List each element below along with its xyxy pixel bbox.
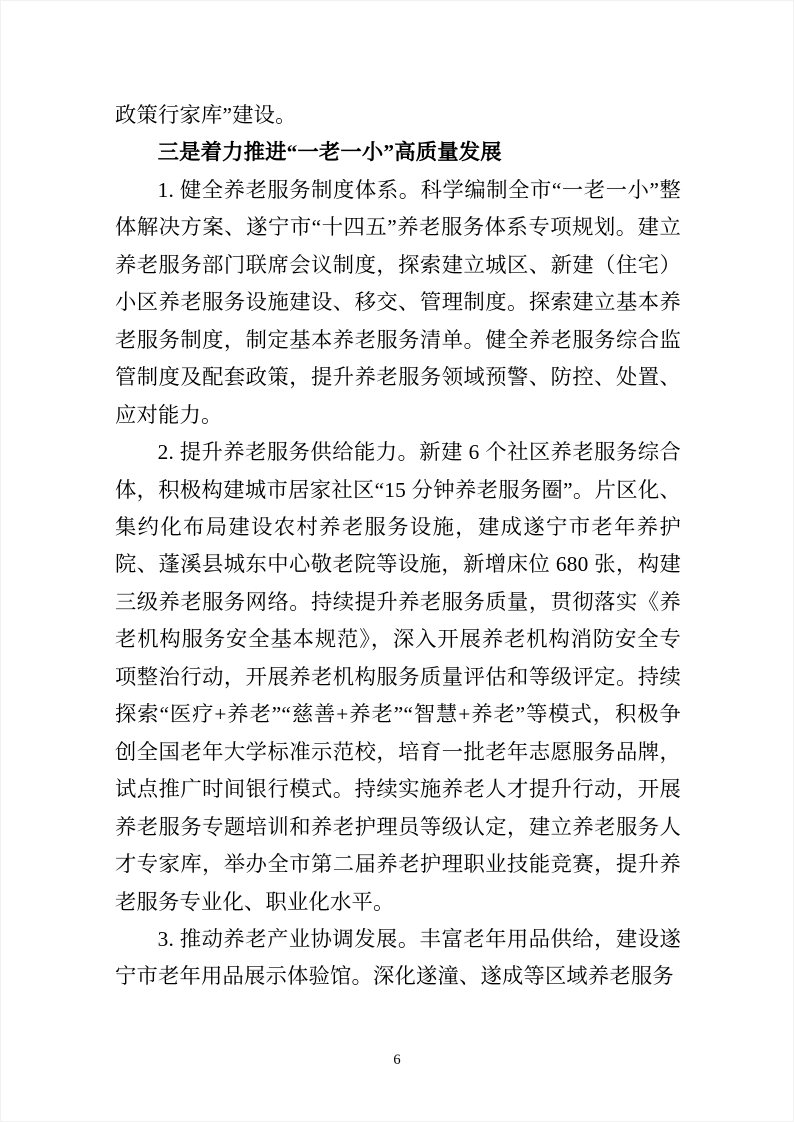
paragraph-item-2 bbox=[115, 434, 681, 921]
paragraph-continuation: 政策行家库”建设。 bbox=[115, 103, 297, 127]
paragraph-item-3 bbox=[115, 921, 681, 996]
item-1-lead: 1. 健全养老服务制度体系。 bbox=[157, 177, 421, 202]
section-heading: 三是着力推进“一老一小”高质量发展 bbox=[157, 140, 502, 165]
page-number: 6 bbox=[393, 1052, 401, 1068]
document-body bbox=[115, 97, 681, 996]
item-3-text: 丰富老年用品供给，建设遂宁市老年用品展示体验馆。深化遂潼、遂成等区域养老服务 bbox=[115, 926, 681, 989]
paragraph-item-1 bbox=[115, 172, 681, 434]
item-2-text: 新建 6 个社区养老服务综合体，积极构建城市居家社区“15 分钟养老服务圈”。片区化、集约化布局建设农村养老服务设施，建成遂宁市老年养护院、蓬溪县城东中心敬老院等设施，新增床位 680 张，构建三级养老服务网络。持续提升养老服务质量，贯彻落实《养老机构服务安全基本规范》，深入开展养老机构消防安全专项整治行动，开展养老机构服务质量评估和等级评定。持续探索“医疗+养老”“慈善+养老”“智慧+养老”等模式，积极争创全国老年大学标准示范校，培育一批老年志愿服务品牌，试点推广时间银行模式。持续实施养老人才提升行动，开展养老服务专题培训和养老护理员等级认定，建立养老服务人才专家库，举办全市第二届养老护理职业技能竞赛，提升养老服务专业化、职业化水平。 bbox=[115, 440, 681, 914]
item-1-text: 科学编制全市“一老一小”整体解决方案、遂宁市“十四五”养老服务体系专项规划。建立养老服务部门联席会议制度，探索建立城区、新建（住宅）小区养老服务设施建设、移交、管理制度。探索建立基本养老服务制度，制定基本养老服务清单。健全养老服务综合监管制度及配套政策，提升养老服务领域预警、防控、处置、应对能力。 bbox=[115, 177, 681, 427]
item-2-lead: 2. 提升养老服务供给能力。 bbox=[157, 440, 420, 465]
item-3-lead: 3. 推动养老产业协调发展。 bbox=[157, 926, 420, 951]
